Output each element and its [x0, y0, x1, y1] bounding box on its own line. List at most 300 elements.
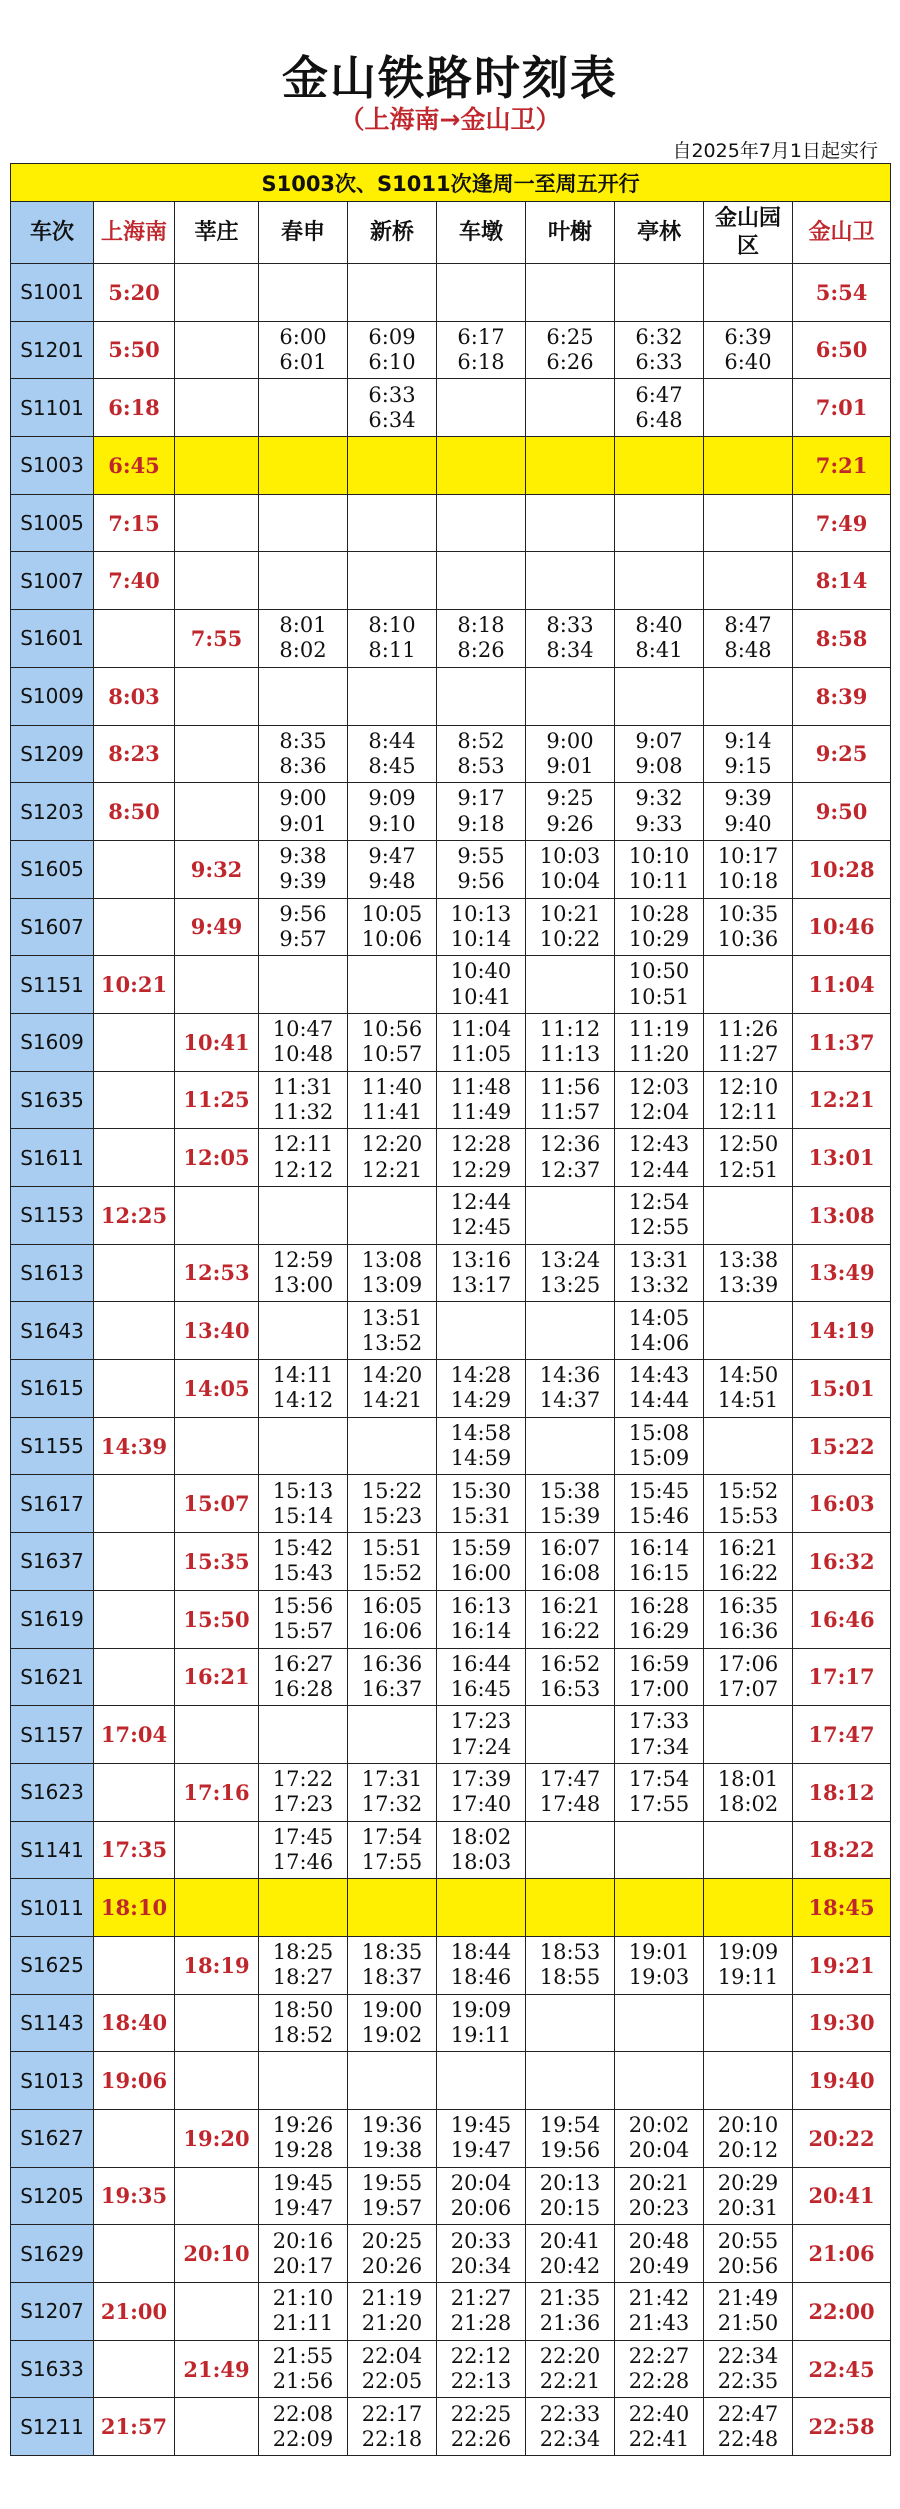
time-cell: 14:43 14:44	[615, 1360, 704, 1418]
time-cell: 13:01	[793, 1129, 891, 1187]
route-subtitle: （上海南→金山卫）	[339, 105, 561, 134]
time-cell	[175, 1706, 259, 1764]
time-cell: 6:18	[94, 379, 175, 437]
time-cell: 22:58	[793, 2398, 891, 2456]
column-header: 上海南	[94, 202, 175, 264]
time-cell: 14:39	[94, 1417, 175, 1475]
time-cell	[704, 1879, 793, 1937]
time-cell	[94, 1648, 175, 1706]
time-cell: 18:12	[793, 1763, 891, 1821]
time-cell: 21:10 21:11	[259, 2283, 348, 2341]
train-number: S1621	[11, 1648, 94, 1706]
time-cell: 10:41	[175, 1013, 259, 1071]
time-cell	[259, 1417, 348, 1475]
time-cell	[259, 667, 348, 725]
column-header: 金山园 区	[704, 202, 793, 264]
time-cell: 16:59 17:00	[615, 1648, 704, 1706]
time-cell	[259, 1187, 348, 1245]
time-cell: 6:32 6:33	[615, 321, 704, 379]
time-cell: 11:37	[793, 1013, 891, 1071]
time-cell: 19:21	[793, 1936, 891, 1994]
time-cell: 22:47 22:48	[704, 2398, 793, 2456]
time-cell: 12:10 12:11	[704, 1071, 793, 1129]
time-cell	[175, 379, 259, 437]
time-cell: 9:25 9:26	[526, 783, 615, 841]
time-cell: 16:27 16:28	[259, 1648, 348, 1706]
page-title: 金山铁路时刻表	[282, 51, 618, 105]
time-cell: 11:48 11:49	[437, 1071, 526, 1129]
column-header: 新桥	[348, 202, 437, 264]
time-cell	[175, 2052, 259, 2110]
time-cell: 18:02 18:03	[437, 1821, 526, 1879]
train-number: S1005	[11, 494, 94, 552]
time-cell: 21:35 21:36	[526, 2283, 615, 2341]
time-cell	[259, 2052, 348, 2110]
time-cell: 18:40	[94, 1994, 175, 2052]
time-cell: 8:10 8:11	[348, 610, 437, 668]
time-cell	[259, 552, 348, 610]
time-cell	[94, 1071, 175, 1129]
table-row	[11, 1475, 891, 1533]
time-cell: 21:55 21:56	[259, 2340, 348, 2398]
time-cell: 19:45 19:47	[437, 2110, 526, 2168]
time-cell: 15:42 15:43	[259, 1533, 348, 1591]
time-cell: 22:45	[793, 2340, 891, 2398]
time-cell: 21:49 21:50	[704, 2283, 793, 2341]
time-cell	[94, 1590, 175, 1648]
time-cell	[259, 379, 348, 437]
train-number: S1613	[11, 1244, 94, 1302]
timetable-body	[11, 264, 891, 2456]
time-cell: 12:25	[94, 1187, 175, 1245]
train-number: S1615	[11, 1360, 94, 1418]
time-cell: 10:46	[793, 898, 891, 956]
time-cell	[94, 1936, 175, 1994]
table-row	[11, 1360, 891, 1418]
time-cell	[348, 494, 437, 552]
time-cell: 11:31 11:32	[259, 1071, 348, 1129]
time-cell: 15:50	[175, 1590, 259, 1648]
time-cell	[615, 494, 704, 552]
time-cell: 14:05 14:06	[615, 1302, 704, 1360]
time-cell: 15:30 15:31	[437, 1475, 526, 1533]
time-cell: 16:13 16:14	[437, 1590, 526, 1648]
time-cell: 16:46	[793, 1590, 891, 1648]
time-cell: 22:27 22:28	[615, 2340, 704, 2398]
time-cell	[615, 1994, 704, 2052]
time-cell	[704, 956, 793, 1014]
time-cell: 10:28 10:29	[615, 898, 704, 956]
timetable	[10, 163, 891, 2456]
time-cell	[348, 1417, 437, 1475]
train-number: S1211	[11, 2398, 94, 2456]
train-number: S1007	[11, 552, 94, 610]
time-cell: 10:35 10:36	[704, 898, 793, 956]
time-cell: 11:04 11:05	[437, 1013, 526, 1071]
time-cell	[348, 2052, 437, 2110]
time-cell: 16:05 16:06	[348, 1590, 437, 1648]
time-cell: 16:44 16:45	[437, 1648, 526, 1706]
time-cell: 13:38 13:39	[704, 1244, 793, 1302]
time-cell: 12:28 12:29	[437, 1129, 526, 1187]
time-cell	[94, 1360, 175, 1418]
time-cell: 14:50 14:51	[704, 1360, 793, 1418]
time-cell: 8:39	[793, 667, 891, 725]
time-cell: 9:14 9:15	[704, 725, 793, 783]
time-cell: 13:08 13:09	[348, 1244, 437, 1302]
time-cell: 10:28	[793, 840, 891, 898]
time-cell: 18:53 18:55	[526, 1936, 615, 1994]
time-cell: 16:14 16:15	[615, 1533, 704, 1591]
time-cell: 9:00 9:01	[526, 725, 615, 783]
time-cell	[704, 2052, 793, 2110]
time-cell: 9:09 9:10	[348, 783, 437, 841]
time-cell: 10:17 10:18	[704, 840, 793, 898]
time-cell: 6:17 6:18	[437, 321, 526, 379]
time-cell: 15:07	[175, 1475, 259, 1533]
time-cell: 16:35 16:36	[704, 1590, 793, 1648]
table-row	[11, 667, 891, 725]
time-cell: 12:20 12:21	[348, 1129, 437, 1187]
time-cell: 15:52 15:53	[704, 1475, 793, 1533]
time-cell: 12:11 12:12	[259, 1129, 348, 1187]
time-cell	[175, 1417, 259, 1475]
time-cell: 21:49	[175, 2340, 259, 2398]
time-cell: 20:41	[793, 2167, 891, 2225]
time-cell: 19:00 19:02	[348, 1994, 437, 2052]
table-row	[11, 1879, 891, 1937]
time-cell: 15:45 15:46	[615, 1475, 704, 1533]
time-cell	[348, 264, 437, 322]
table-row	[11, 2283, 891, 2341]
time-cell: 17:04	[94, 1706, 175, 1764]
train-number: S1153	[11, 1187, 94, 1245]
train-number: S1001	[11, 264, 94, 322]
header-row	[11, 202, 891, 264]
time-cell: 13:31 13:32	[615, 1244, 704, 1302]
time-cell	[704, 379, 793, 437]
time-cell: 15:56 15:57	[259, 1590, 348, 1648]
time-cell: 18:19	[175, 1936, 259, 1994]
time-cell: 8:47 8:48	[704, 610, 793, 668]
table-row	[11, 840, 891, 898]
time-cell: 17:45 17:46	[259, 1821, 348, 1879]
time-cell	[94, 898, 175, 956]
table-row	[11, 898, 891, 956]
time-cell	[526, 1417, 615, 1475]
time-cell: 7:15	[94, 494, 175, 552]
time-cell: 21:42 21:43	[615, 2283, 704, 2341]
column-header: 亭林	[615, 202, 704, 264]
time-cell: 14:58 14:59	[437, 1417, 526, 1475]
time-cell	[94, 840, 175, 898]
time-cell: 15:59 16:00	[437, 1533, 526, 1591]
time-cell: 12:53	[175, 1244, 259, 1302]
table-row	[11, 1302, 891, 1360]
table-row	[11, 783, 891, 841]
time-cell: 9:49	[175, 898, 259, 956]
time-cell: 14:28 14:29	[437, 1360, 526, 1418]
table-row	[11, 1417, 891, 1475]
train-number: S1011	[11, 1879, 94, 1937]
time-cell	[704, 1994, 793, 2052]
table-row	[11, 1706, 891, 1764]
time-cell	[175, 956, 259, 1014]
time-cell: 18:22	[793, 1821, 891, 1879]
time-cell: 22:25 22:26	[437, 2398, 526, 2456]
time-cell: 14:05	[175, 1360, 259, 1418]
time-cell	[437, 2052, 526, 2110]
time-cell: 9:32	[175, 840, 259, 898]
time-cell: 17:47 17:48	[526, 1763, 615, 1821]
time-cell: 14:20 14:21	[348, 1360, 437, 1418]
time-cell: 9:50	[793, 783, 891, 841]
time-cell: 12:54 12:55	[615, 1187, 704, 1245]
time-cell: 8:58	[793, 610, 891, 668]
time-cell: 19:55 19:57	[348, 2167, 437, 2225]
time-cell: 7:01	[793, 379, 891, 437]
time-cell	[94, 1763, 175, 1821]
time-cell	[348, 1879, 437, 1937]
time-cell: 20:29 20:31	[704, 2167, 793, 2225]
time-cell	[615, 2052, 704, 2110]
time-cell: 20:22	[793, 2110, 891, 2168]
time-cell	[175, 783, 259, 841]
time-cell: 14:19	[793, 1302, 891, 1360]
table-row	[11, 2398, 891, 2456]
time-cell: 9:55 9:56	[437, 840, 526, 898]
time-cell: 18:25 18:27	[259, 1936, 348, 1994]
time-cell: 12:59 13:00	[259, 1244, 348, 1302]
time-cell: 12:43 12:44	[615, 1129, 704, 1187]
time-cell	[615, 437, 704, 495]
time-cell: 9:25	[793, 725, 891, 783]
time-cell: 10:05 10:06	[348, 898, 437, 956]
time-cell	[348, 1187, 437, 1245]
time-cell: 16:32	[793, 1533, 891, 1591]
time-cell: 18:45	[793, 1879, 891, 1937]
train-number: S1141	[11, 1821, 94, 1879]
time-cell	[348, 956, 437, 1014]
table-row	[11, 1071, 891, 1129]
time-cell: 19:30	[793, 1994, 891, 2052]
time-cell	[175, 264, 259, 322]
time-cell: 15:22 15:23	[348, 1475, 437, 1533]
time-cell	[94, 1244, 175, 1302]
table-row	[11, 956, 891, 1014]
time-cell: 20:33 20:34	[437, 2225, 526, 2283]
time-cell: 15:51 15:52	[348, 1533, 437, 1591]
time-cell	[437, 1302, 526, 1360]
table-row	[11, 2225, 891, 2283]
time-cell: 17:16	[175, 1763, 259, 1821]
time-cell: 6:00 6:01	[259, 321, 348, 379]
time-cell	[94, 1129, 175, 1187]
time-cell: 6:09 6:10	[348, 321, 437, 379]
time-cell	[94, 2225, 175, 2283]
time-cell: 19:36 19:38	[348, 2110, 437, 2168]
time-cell	[437, 1879, 526, 1937]
table-row	[11, 610, 891, 668]
time-cell: 19:01 19:03	[615, 1936, 704, 1994]
table-row	[11, 1013, 891, 1071]
time-cell: 9:38 9:39	[259, 840, 348, 898]
time-cell	[526, 379, 615, 437]
time-cell: 15:38 15:39	[526, 1475, 615, 1533]
time-cell: 17:06 17:07	[704, 1648, 793, 1706]
train-number: S1155	[11, 1417, 94, 1475]
time-cell: 8:40 8:41	[615, 610, 704, 668]
time-cell	[615, 1821, 704, 1879]
time-cell: 19:09 19:11	[704, 1936, 793, 1994]
time-cell	[94, 610, 175, 668]
time-cell	[615, 1879, 704, 1937]
table-row	[11, 379, 891, 437]
time-cell: 14:11 14:12	[259, 1360, 348, 1418]
time-cell	[704, 667, 793, 725]
time-cell: 17:17	[793, 1648, 891, 1706]
table-row	[11, 264, 891, 322]
time-cell: 5:50	[94, 321, 175, 379]
time-cell: 17:47	[793, 1706, 891, 1764]
train-number: S1633	[11, 2340, 94, 2398]
train-number: S1207	[11, 2283, 94, 2341]
time-cell: 8:35 8:36	[259, 725, 348, 783]
time-cell: 20:02 20:04	[615, 2110, 704, 2168]
column-header: 春申	[259, 202, 348, 264]
time-cell: 19:40	[793, 2052, 891, 2110]
time-cell: 6:45	[94, 437, 175, 495]
time-cell	[175, 1994, 259, 2052]
train-number: S1157	[11, 1706, 94, 1764]
time-cell: 16:28 16:29	[615, 1590, 704, 1648]
time-cell: 13:51 13:52	[348, 1302, 437, 1360]
table-row	[11, 1763, 891, 1821]
time-cell: 21:27 21:28	[437, 2283, 526, 2341]
effective-date: 自2025年7月1日起实行	[672, 140, 878, 162]
time-cell	[526, 1706, 615, 1764]
time-cell: 8:44 8:45	[348, 725, 437, 783]
time-cell: 19:06	[94, 2052, 175, 2110]
train-number: S1205	[11, 2167, 94, 2225]
time-cell: 13:49	[793, 1244, 891, 1302]
time-cell	[175, 321, 259, 379]
time-cell: 22:00	[793, 2283, 891, 2341]
table-row	[11, 1648, 891, 1706]
time-cell	[704, 1417, 793, 1475]
time-cell	[259, 264, 348, 322]
table-row	[11, 321, 891, 379]
time-cell: 20:41 20:42	[526, 2225, 615, 2283]
time-cell: 22:40 22:41	[615, 2398, 704, 2456]
time-cell: 12:44 12:45	[437, 1187, 526, 1245]
time-cell: 21:00	[94, 2283, 175, 2341]
table-row	[11, 552, 891, 610]
time-cell: 14:36 14:37	[526, 1360, 615, 1418]
column-header: 车次	[11, 202, 94, 264]
time-cell: 9:39 9:40	[704, 783, 793, 841]
time-cell	[348, 667, 437, 725]
time-cell: 19:20	[175, 2110, 259, 2168]
time-cell	[94, 2340, 175, 2398]
time-cell: 10:13 10:14	[437, 898, 526, 956]
table-row	[11, 1936, 891, 1994]
train-number: S1201	[11, 321, 94, 379]
time-cell: 22:20 22:21	[526, 2340, 615, 2398]
time-cell	[437, 379, 526, 437]
time-cell	[259, 437, 348, 495]
time-cell: 11:40 11:41	[348, 1071, 437, 1129]
time-cell: 16:21 16:22	[526, 1590, 615, 1648]
time-cell: 17:31 17:32	[348, 1763, 437, 1821]
time-cell	[704, 494, 793, 552]
time-cell	[704, 264, 793, 322]
train-number: S1607	[11, 898, 94, 956]
time-cell: 18:35 18:37	[348, 1936, 437, 1994]
time-cell	[348, 1706, 437, 1764]
train-number: S1623	[11, 1763, 94, 1821]
time-cell: 16:52 16:53	[526, 1648, 615, 1706]
time-cell: 6:25 6:26	[526, 321, 615, 379]
time-cell: 16:21	[175, 1648, 259, 1706]
time-cell	[437, 494, 526, 552]
time-cell: 8:01 8:02	[259, 610, 348, 668]
time-cell: 8:23	[94, 725, 175, 783]
time-cell: 13:40	[175, 1302, 259, 1360]
time-cell: 16:07 16:08	[526, 1533, 615, 1591]
time-cell: 12:05	[175, 1129, 259, 1187]
time-cell: 17:23 17:24	[437, 1706, 526, 1764]
time-cell: 16:36 16:37	[348, 1648, 437, 1706]
time-cell: 15:13 15:14	[259, 1475, 348, 1533]
time-cell	[526, 1821, 615, 1879]
time-cell: 22:34 22:35	[704, 2340, 793, 2398]
time-cell	[94, 1533, 175, 1591]
time-cell: 18:10	[94, 1879, 175, 1937]
time-cell: 6:47 6:48	[615, 379, 704, 437]
time-cell: 8:33 8:34	[526, 610, 615, 668]
time-cell	[175, 1187, 259, 1245]
table-row	[11, 494, 891, 552]
time-cell	[175, 437, 259, 495]
time-cell: 10:56 10:57	[348, 1013, 437, 1071]
time-cell: 17:39 17:40	[437, 1763, 526, 1821]
time-cell: 7:40	[94, 552, 175, 610]
time-cell	[94, 1302, 175, 1360]
train-number: S1003	[11, 437, 94, 495]
time-cell: 17:54 17:55	[615, 1763, 704, 1821]
time-cell: 20:16 20:17	[259, 2225, 348, 2283]
time-cell	[526, 2052, 615, 2110]
time-cell: 17:35	[94, 1821, 175, 1879]
train-number: S1619	[11, 1590, 94, 1648]
time-cell: 16:21 16:22	[704, 1533, 793, 1591]
time-cell	[437, 264, 526, 322]
time-cell	[526, 667, 615, 725]
time-cell: 10:40 10:41	[437, 956, 526, 1014]
time-cell: 22:17 22:18	[348, 2398, 437, 2456]
time-cell: 21:57	[94, 2398, 175, 2456]
time-cell	[526, 1879, 615, 1937]
time-cell	[175, 725, 259, 783]
train-number: S1013	[11, 2052, 94, 2110]
time-cell	[94, 1013, 175, 1071]
time-cell: 10:21 10:22	[526, 898, 615, 956]
table-row	[11, 1187, 891, 1245]
time-cell: 15:08 15:09	[615, 1417, 704, 1475]
time-cell: 12:36 12:37	[526, 1129, 615, 1187]
time-cell: 8:14	[793, 552, 891, 610]
